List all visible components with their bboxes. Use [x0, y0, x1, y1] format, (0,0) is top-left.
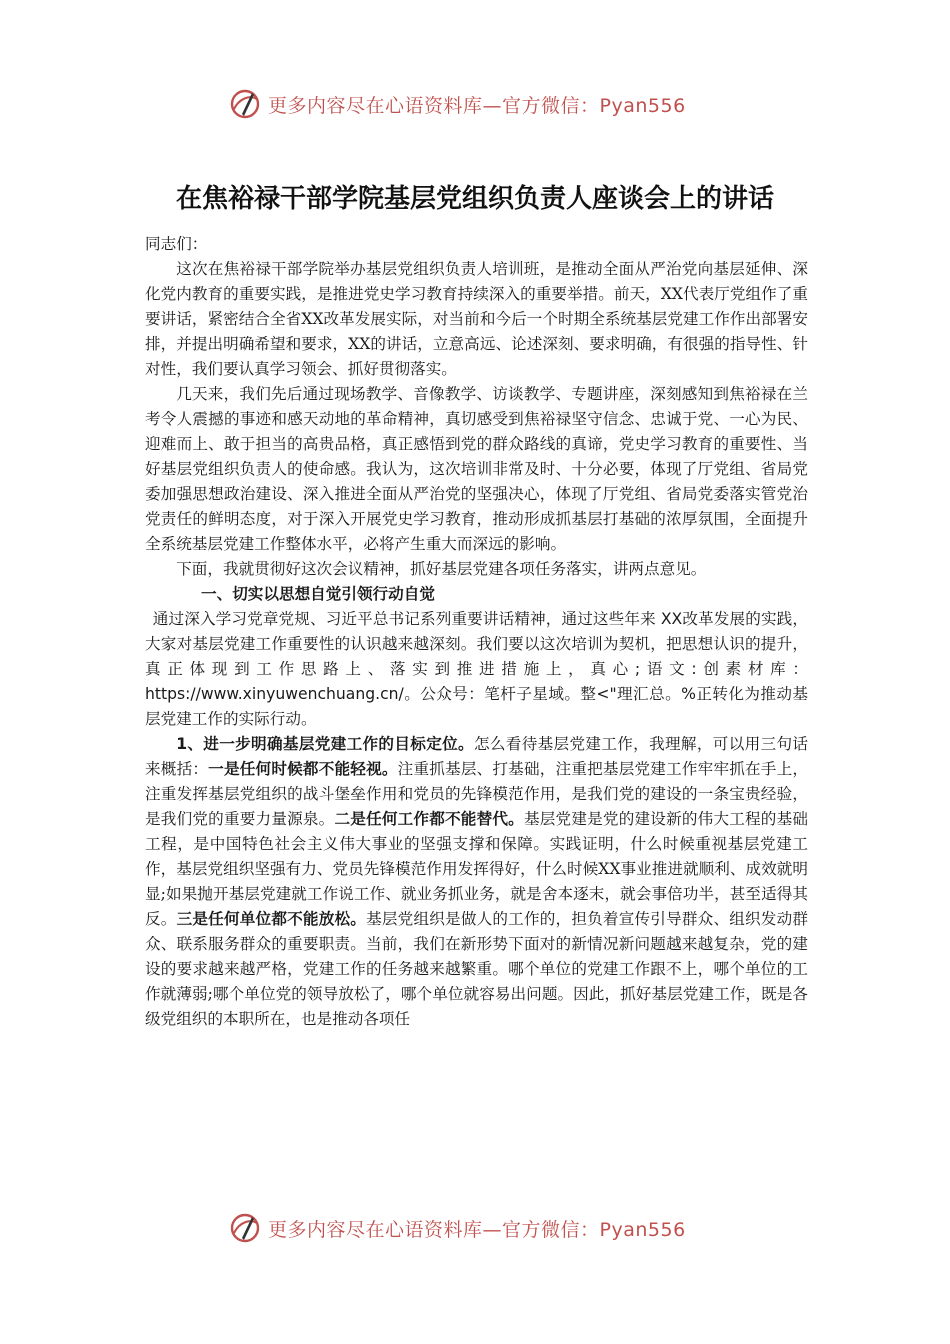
pen-swirl-logo-icon: [228, 87, 262, 121]
paragraph-1: 这次在焦裕禄干部学院举办基层党组织负责人培训班，是推动全面从严治党向基层延伸、深化党内教育的重要实践，是推进党史学习教育持续深入的重要举措。前天，XX代表厅党组作了重要讲话，紧密结合全省XX改革发展实际，对当前和今后一个时期全系统基层党建工作作出部署安排，并提出明确希望和要求，XX的讲话，立意高远、论述深刻、要求明确，有很强的指导性、针对性，我们要认真学习领会、抓好贯彻落实。: [145, 260, 808, 378]
document-title: 在焦裕禄干部学院基层党组织负责人座谈会上的讲话: [175, 184, 774, 214]
document-body: [145, 232, 808, 1032]
subsection-1-text-b: 注重抓基层、打基础，注重把基层党建工作牢牢抓在手上，注重发挥基层党组织的战斗堡垒作用和党员的先锋模范作用，是我们党的建设的一条宝贵经验，是我们党的重要力量源泉。: [145, 760, 808, 828]
subsection-1-text-d: 基层党组织是做人的工作的，担负着宣传引导群众、组织发动群众、联系服务群众的重要职责。当前，我们在新形势下面对的新情况新问题越来越复杂，党的建设的要求越来越严格，党建工作的任务越来越繁重。哪个单位的党建工作跟不上，哪个单位的工作就薄弱;哪个单位党的领导放松了，哪个单位就容易出问题。因此，抓好基层党建工作，既是各级党组织的本职所在，也是推动各项任: [145, 910, 808, 1028]
watermark-banner-bottom: [228, 1208, 686, 1248]
key-point-3: 三是任何单位都不能放松。: [176, 910, 367, 928]
subsection-1-heading: 1、进一步明确基层党建工作的目标定位。: [176, 735, 474, 753]
subsection-1: [145, 732, 808, 1032]
paragraph-2: 几天来，我们先后通过现场教学、音像教学、访谈教学、专题讲座，深刻感知到焦裕禄在兰考令人震撼的事迹和感天动地的革命精神，真切感受到焦裕禄坚守信念、忠诚于党、一心为民、迎难而上、敢于担当的高贵品格，真正感悟到党的群众路线的真谛，党史学习教育的重要性、当好基层党组织负责人的使命感。我认为，这次培训非常及时、十分必要，体现了厅党组、省局党委加强思想政治建设、深入推进全面从严治党的坚强决心，体现了厅党组、省局党委落实管党治党责任的鲜明态度，对于深入开展党史学习教育，推动形成抓基层打基础的浓厚氛围，全面提升全系统基层党建工作整体水平，必将产生重大而深远的影响。: [145, 385, 808, 553]
subsection-1-text-c: 基层党建是党的建设新的伟大工程的基础工程，是中国特色社会主义伟大事业的坚强支撑和保障。实践证明，什么时候重视基层党建工作，基层党组织坚强有力、党员先锋模范作用发挥得好，什么时候XX事业推进就顺利、成效就明显;如果抛开基层党建就工作说工作、就业务抓业务，就是舍本逐末，就会事倍功半，甚至适得其反。: [145, 810, 808, 928]
paragraph-4: 通过深入学习党章党规、习近平总书记系列重要讲话精神，通过这些年来 XX改革发展的实践，大家对基层党建工作重要性的认识越来越深刻。我们要以这次培训为契机，把思想认识的提升，真正体现到工作思路上、落实到推进措施上，真心;语文:创素材库：https://www.xinyuwenchuang.cn/。公众号：笔杆子星域。整<"理汇总。%正转化为推动基层党建工作的实际行动。: [145, 610, 808, 728]
paragraph-3: 下面，我就贯彻好这次会议精神，抓好基层党建各项任务落实，讲两点意见。: [176, 560, 707, 578]
key-point-1: 一是任何时候都不能轻视。: [208, 760, 398, 778]
pen-swirl-logo-icon: [228, 1211, 262, 1245]
watermark-banner-top: [228, 84, 686, 124]
salutation: 同志们：: [145, 235, 208, 253]
section-heading-1: 一、切实以思想自觉引领行动自觉: [201, 585, 435, 603]
subsection-1-text-a: 怎么看待基层党建工作，我理解，可以用三句话来概括：: [145, 735, 808, 778]
watermark-text: 更多内容尽在心语资料库—官方微信：Pyan556: [268, 1218, 686, 1241]
watermark-text: 更多内容尽在心语资料库—官方微信：Pyan556: [268, 94, 686, 117]
key-point-2: 二是任何工作都不能替代。: [334, 810, 524, 828]
